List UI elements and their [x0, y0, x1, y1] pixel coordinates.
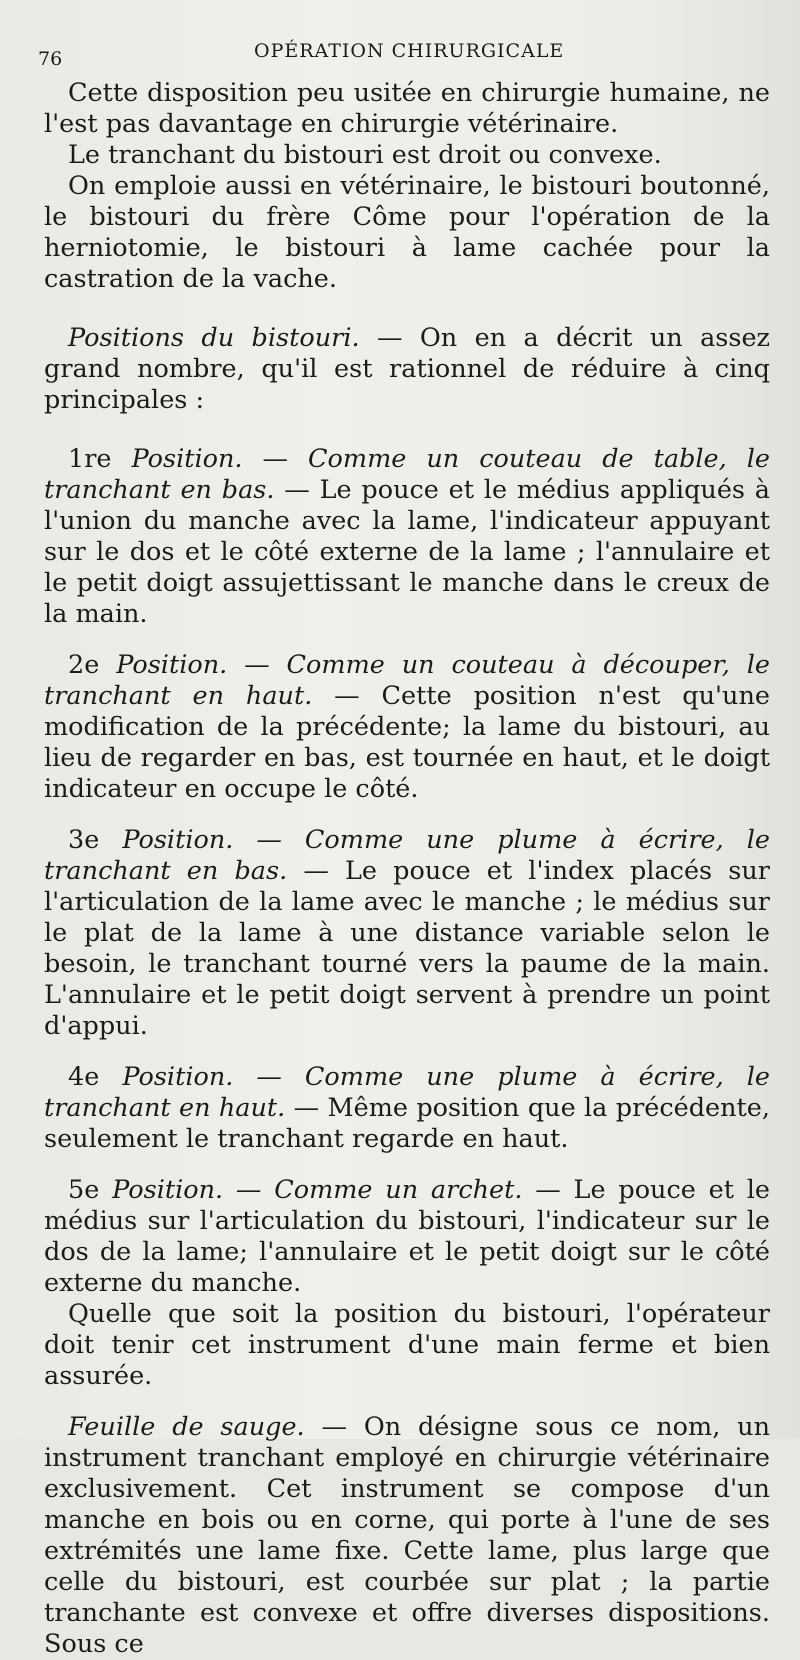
position-heading: Position. — Comme un archet. — [112, 1175, 523, 1205]
position-number: 5e — [68, 1175, 100, 1205]
position-heading: Position. — Comme une plume à écrire, le tranchant en bas. — [44, 825, 770, 886]
paragraph-conclusion: Quelle que soit la position du bistouri, l'opérateur doit tenir cet instrument d'une main ferme et bien assurée. — [44, 1299, 770, 1391]
section-heading-positions: Positions du bistouri. — [68, 323, 360, 353]
position-heading: Position. — Comme un couteau de table, le tranchant en bas. — [44, 444, 771, 505]
paragraph-feuille-de-sauge: Feuille de sauge. — On désigne sous ce nom, un instrument tranchant employé en chirurgie vétérinaire exclusivement. Cet instrument se compose d'un manche en bois ou en corne, qui porte à l'une de ses extrémités une lame fixe. Cette lame, plus large que celle du bistouri, est courbée sur plat ; la partie tranchante est convexe et offre diverses dispositions. Sous ce — [44, 1412, 770, 1659]
paragraph-position-3: 3e Position. — Comme une plume à écrire, le tranchant en bas. — Le pouce et l'index placés sur l'articulation de la lame avec le manche ; le médius sur le plat de la lame à une distance variable selon le besoin, le tranchant tourné vers la paume de la main. L'annulaire et le petit doigt servent à prendre un point d'appui. — [44, 825, 770, 1041]
paragraph-position-5: 5e Position. — Comme un archet. — Le pouce et le médius sur l'articulation du bistouri, l'indicateur sur le dos de la lame; l'annulaire et le petit doigt sur le côté externe du manche. — [44, 1175, 770, 1298]
paragraph-position-2: 2e Position. — Comme un couteau à découper, le tranchant en haut. — Cette position n'est qu'une modification de la précédente; la lame du bistouri, au lieu de regarder en bas, est tournée en haut, et le doigt indicateur en occupe le côté. — [44, 650, 770, 804]
section-heading-feuille-de-sauge: Feuille de sauge. — [68, 1412, 305, 1442]
position-heading: Position. — Comme un couteau à découper, le tranchant en haut. — [44, 650, 770, 711]
position-number: 2e — [68, 650, 100, 680]
page-number: 76 — [38, 48, 63, 70]
position-number: 4e — [68, 1062, 100, 1092]
running-head — [38, 38, 770, 78]
paragraph-tranchant: Le tranchant du bistouri est droit ou convexe. — [68, 140, 662, 170]
paragraph-position-4: 4e Position. — Comme une plume à écrire, le tranchant en haut. — Même position que la précédente, seulement le tranchant regarde en haut. — [44, 1062, 770, 1154]
position-number: 3e — [68, 825, 100, 855]
paragraph-position-1: 1re Position. — Comme un couteau de table, le tranchant en bas. — Le pouce et le médius appliqués à l'union du manche avec la lame, l'indicateur appuyant sur le dos et le côté externe de la lame ; l'annulaire et le petit doigt assujettissant le manche dans le creux de la main. — [44, 444, 771, 629]
paragraph-positions: Positions du bistouri. — On en a décrit un assez grand nombre, qu'il est rationnel de réduire à cinq principales : — [44, 323, 770, 415]
position-heading: Position. — Comme une plume à écrire, le tranchant en haut. — [44, 1062, 770, 1123]
paragraph-disposition: Cette disposition peu usitée en chirurgie humaine, ne l'est pas davantage en chirurgie vétérinaire. — [44, 78, 770, 139]
position-number: 1re — [68, 444, 112, 474]
page-title: OPÉRATION CHIRURGICALE — [254, 40, 565, 62]
paragraph-emploi: On emploie aussi en vétérinaire, le bistouri boutonné, le bistouri du frère Côme pour l'opération de la herniotomie, le bistouri à lame cachée pour la castration de la vache. — [44, 171, 770, 294]
